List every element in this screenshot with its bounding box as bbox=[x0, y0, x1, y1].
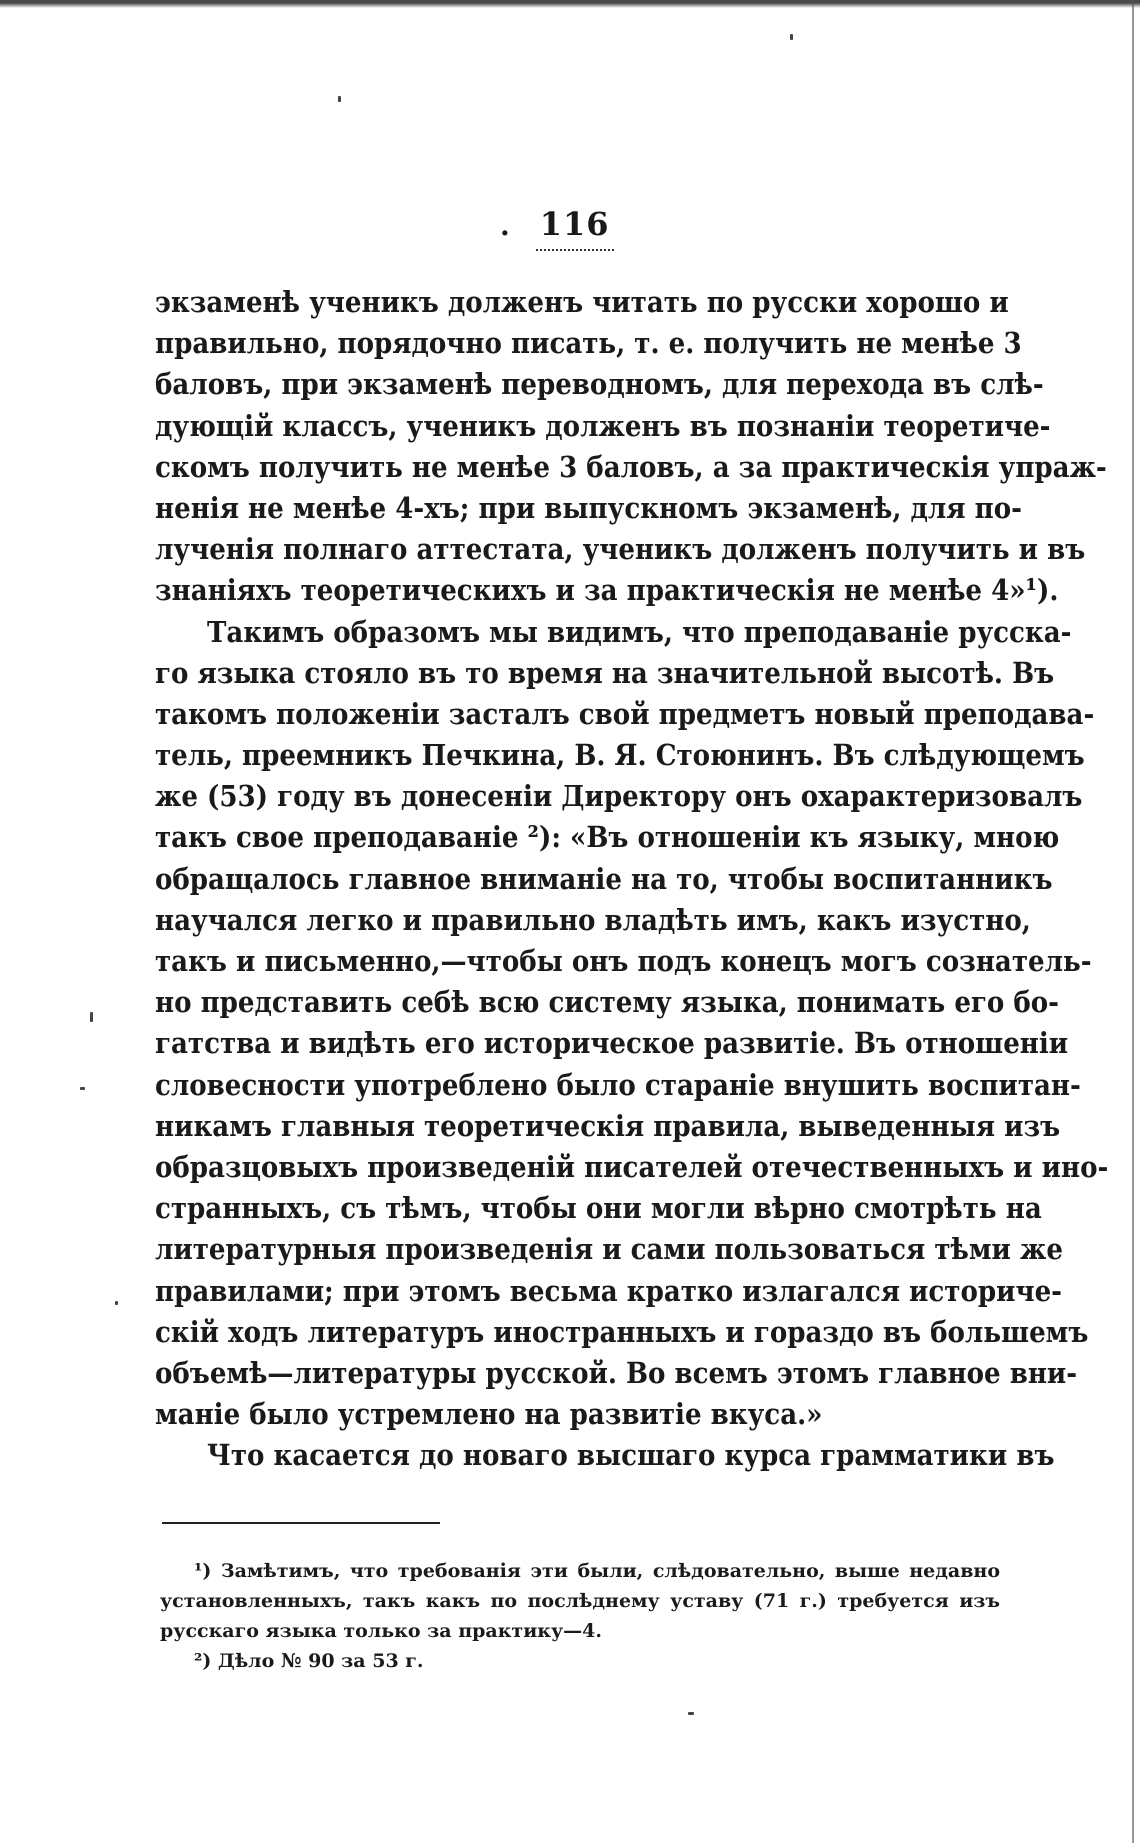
scan-speck bbox=[790, 34, 793, 40]
body-line: лученія полнаго аттестата, ученикъ долженъ получить и въ bbox=[155, 532, 1086, 567]
body-line: обращалось главное вниманіе на то, чтобы воспитанникъ bbox=[155, 861, 1053, 896]
body-line: же (53) году въ донесеніи Директору онъ охарактеризовалъ bbox=[155, 779, 1083, 814]
page-number: 116 bbox=[536, 205, 614, 251]
body-line: тель, преемникъ Печкина, В. Я. Стоюнинъ. Въ слѣдующемъ bbox=[155, 738, 1085, 773]
body-line: скомъ получить не менѣе 3 баловъ, а за практическія упраж- bbox=[155, 449, 1107, 484]
body-line: гатства и видѣть его историческое развитіе. Въ отношеніи bbox=[155, 1026, 1069, 1061]
footnote-line: ¹) Замѣтимъ, что требованія эти были, слѣдовательно, выше недавно bbox=[194, 1560, 1000, 1582]
body-line: никамъ главныя теоретическія правила, выведенныя изъ bbox=[155, 1108, 1061, 1143]
body-line: маніе было устремлено на развитіе вкуса.» bbox=[155, 1397, 823, 1432]
body-line: экзаменѣ ученикъ долженъ читать по русски хорошо и bbox=[155, 285, 1009, 319]
header-dot: . bbox=[500, 209, 510, 242]
scan-right-edge bbox=[1132, 0, 1134, 1843]
body-line: научался легко и правильно владѣть имъ, какъ изустно, bbox=[155, 902, 1031, 937]
footnote-divider bbox=[162, 1522, 440, 1524]
body-line: ненія не менѣе 4-хъ; при выпускномъ экзаменѣ, для по- bbox=[155, 490, 1022, 525]
scan-speck bbox=[90, 1012, 93, 1022]
body-line: такъ и письменно,—чтобы онъ подъ конецъ могъ сознатель- bbox=[155, 944, 1092, 978]
body-text bbox=[155, 282, 1109, 1476]
body-line: правильно, порядочно писать, т. е. получить не менѣе 3 bbox=[155, 326, 1022, 361]
body-line: но представить себѣ всю систему языка, понимать его бо- bbox=[155, 985, 1060, 1020]
body-line: словесности употреблено было стараніе внушить воспитан- bbox=[155, 1067, 1081, 1102]
body-line: объемѣ—литературы русской. Во всемъ этомъ главное вни- bbox=[155, 1355, 1078, 1390]
body-line: Что касается до новаго высшаго курса грамматики въ bbox=[207, 1438, 1055, 1473]
scan-speck bbox=[115, 1301, 118, 1305]
footnote-line: установленныхъ, такъ какъ по послѣднему уставу (71 г.) требуется изъ bbox=[160, 1590, 1000, 1612]
footnote-line: ²) Дѣло № 90 за 53 г. bbox=[194, 1650, 424, 1672]
body-line: такомъ положеніи засталъ свой предметъ новый преподава- bbox=[155, 696, 1095, 731]
body-line: баловъ, при экзаменѣ переводномъ, для перехода въ слѣ- bbox=[155, 367, 1044, 402]
body-line: образцовыхъ произведеній писателей отечественныхъ и ино- bbox=[155, 1149, 1109, 1184]
scan-speck bbox=[80, 1087, 85, 1090]
body-line: го языка стояло въ то время на значительной высотѣ. Въ bbox=[155, 655, 1055, 690]
body-line: такъ свое преподаваніе ²): «Въ отношеніи къ языку, мною bbox=[155, 820, 1060, 855]
body-line: правилами; при этомъ весьма кратко излагался историче- bbox=[155, 1273, 1063, 1308]
body-line: скій ходъ литературъ иностранныхъ и гораздо въ большемъ bbox=[155, 1314, 1089, 1349]
body-line: Такимъ образомъ мы видимъ, что преподаваніе русска- bbox=[207, 614, 1072, 649]
page-header bbox=[500, 205, 614, 251]
footnote-line: русскаго языка только за практику—4. bbox=[160, 1620, 603, 1642]
scan-top-edge bbox=[0, 0, 1140, 8]
body-line: странныхъ, съ тѣмъ, чтобы они могли вѣрно смотрѣть на bbox=[155, 1191, 1042, 1226]
body-line: знаніяхъ теоретическихъ и за практическія не менѣе 4»¹). bbox=[155, 573, 1059, 608]
scan-speck bbox=[338, 96, 341, 102]
body-line: дующій классъ, ученикъ долженъ въ познаніи теоретиче- bbox=[155, 408, 1051, 443]
scan-speck bbox=[688, 1712, 694, 1715]
body-line: литературныя произведенія и сами пользоваться тѣми же bbox=[155, 1232, 1063, 1267]
footnotes bbox=[160, 1556, 1000, 1676]
